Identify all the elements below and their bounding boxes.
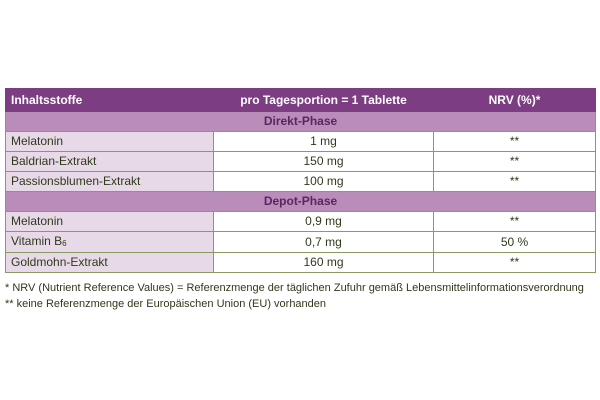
table-row	[6, 212, 596, 232]
ingredient-amount: 0,7 mg	[214, 232, 434, 253]
nutrition-table	[5, 88, 596, 273]
ingredient-nrv: **	[434, 152, 596, 172]
ingredient-name-text: Vitamin B	[11, 234, 63, 248]
ingredient-amount: 150 mg	[214, 152, 434, 172]
ingredient-nrv: **	[434, 253, 596, 273]
footnote-nrv: * NRV (Nutrient Reference Values) = Referenzmenge der täglichen Zufuhr gemäß Lebensmittelinformationsverordnung	[5, 282, 584, 294]
ingredient-nrv: **	[434, 212, 596, 232]
ingredient-nrv: 50 %	[434, 232, 596, 253]
ingredient-amount: 160 mg	[214, 253, 434, 273]
phase-title-direkt: Direkt-Phase	[6, 112, 596, 132]
table-row	[6, 152, 596, 172]
header-nrv: NRV (%)*	[434, 89, 596, 112]
table-row	[6, 132, 596, 152]
ingredient-name: Goldmohn-Extrakt	[6, 253, 214, 273]
ingredient-amount: 1 mg	[214, 132, 434, 152]
ingredient-amount: 100 mg	[214, 172, 434, 192]
ingredient-nrv: **	[434, 172, 596, 192]
phase-row-depot	[6, 192, 596, 212]
ingredient-amount: 0,9 mg	[214, 212, 434, 232]
ingredient-nrv: **	[434, 132, 596, 152]
ingredient-name	[6, 232, 214, 253]
phase-title-depot: Depot-Phase	[6, 192, 596, 212]
ingredient-name: Passionsblumen-Extrakt	[6, 172, 214, 192]
ingredient-name: Baldrian-Extrakt	[6, 152, 214, 172]
header-ingredient: Inhaltsstoffe	[6, 89, 214, 112]
table-row	[6, 172, 596, 192]
footnote-no-reference: ** keine Referenzmenge der Europäischen Union (EU) vorhanden	[5, 298, 327, 310]
ingredient-name: Melatonin	[6, 212, 214, 232]
nutrition-panel	[5, 88, 595, 312]
table-header-row	[6, 89, 596, 112]
table-row	[6, 232, 596, 253]
ingredient-name: Melatonin	[6, 132, 214, 152]
phase-row-direkt	[6, 112, 596, 132]
ingredient-name-subscript: 6	[62, 239, 67, 248]
header-per-portion: pro Tagesportion = 1 Tablette	[214, 89, 434, 112]
table-row	[6, 253, 596, 273]
footnotes	[5, 280, 595, 312]
